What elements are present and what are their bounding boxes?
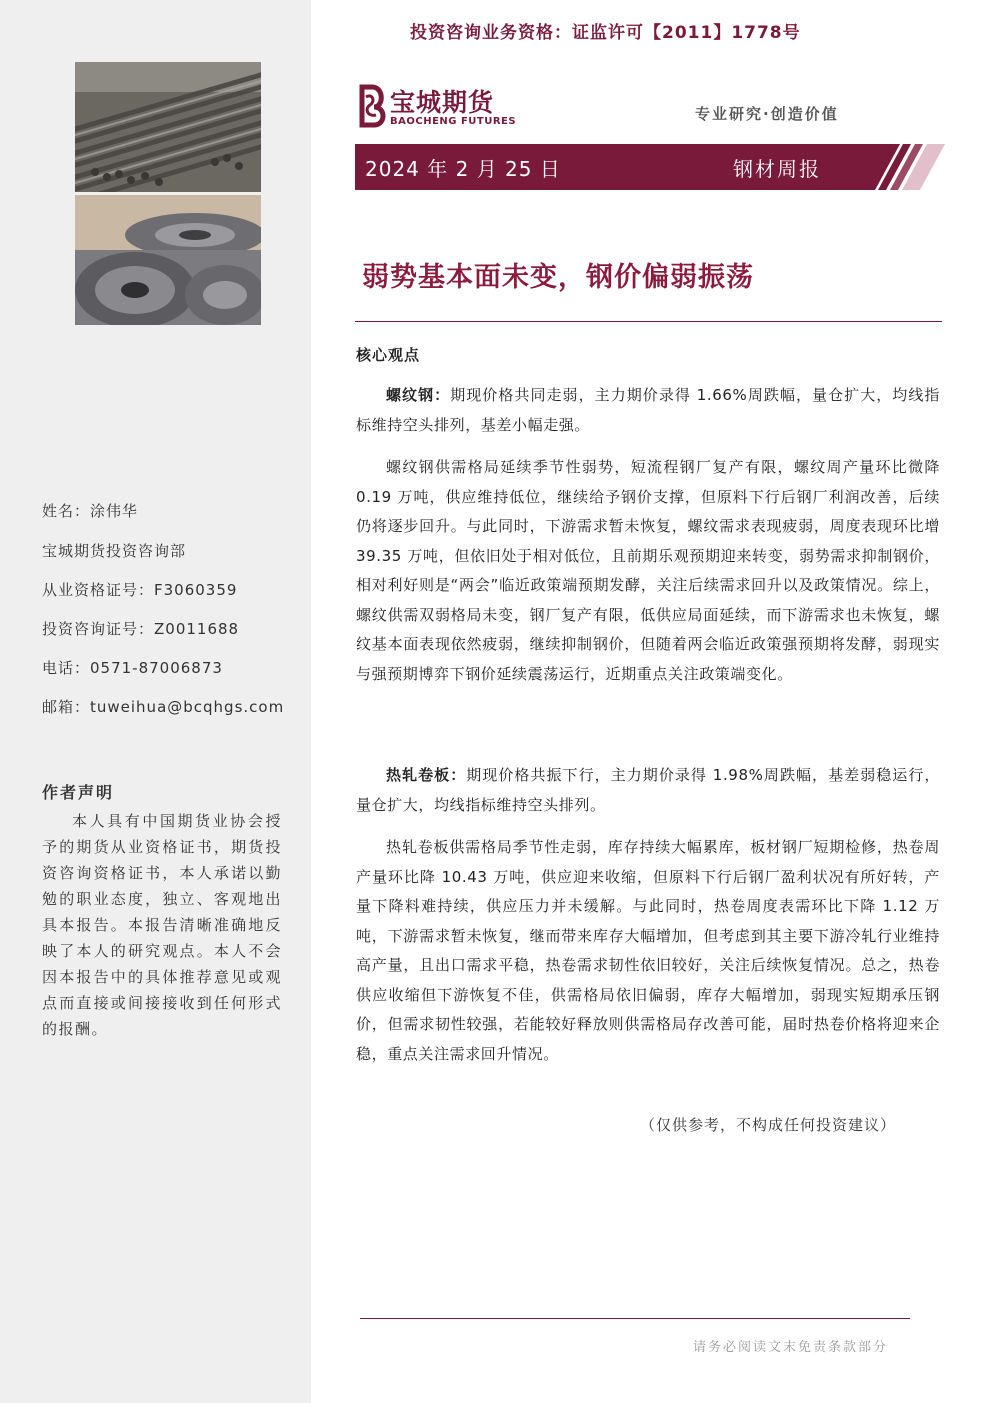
qualification-number: 从业资格证号：F3060359 <box>42 581 238 599</box>
author-name: 姓名：涂伟华 <box>42 502 139 520</box>
steel-coil-photo <box>75 195 261 325</box>
author-declaration-text: 本人具有中国期货业协会授予的期货从业资格证书，期货投资咨询资格证书，本人承诺以勤勉的职业态度，独立、客观地出具本报告。本报告清晰准确地反映了本人的研究观点。本人不会因本报告中的具体推荐意见或观点而直接或间接接收到任何形式的报酬。 <box>42 812 282 1038</box>
company-logo <box>358 83 518 131</box>
hot-rolled-analysis-paragraph: 热轧卷板供需格局季节性走弱，库存持续大幅累库，板材钢厂短期检修，热卷周产量环比降 10.43 万吨，供应迎来收缩，但原料下行后钢厂盈利状况有所好转，产量下降料难持续，供应压力并未缓解。与此同时，热卷周度表需环比下降 1.12 万吨，下游需求暂未恢复，继而带来库存大幅增加，但考虑到其主要下游冷轧行业维持高产量，且出口需求平稳，热卷需求韧性依旧较好，关注后续恢复情况。总之，热卷供应收缩但下游恢复不佳，供需格局依旧偏弱，库存大幅增加，弱现实短期承压钢价，但需求韧性较强，若能较好释放则供需格局存改善可能，届时热卷价格将迎来企稳，重点关注需求回升情况。 <box>356 838 940 1063</box>
report-date: 2024 年 2 月 25 日 <box>365 157 561 181</box>
rebar-summary-text: 期现价格共同走弱，主力期价录得 1.66%周跌幅，量仓扩大，均线指标维持空头排列，基差小幅走强。 <box>356 386 940 434</box>
section-title-core-views: 核心观点 <box>356 346 421 364</box>
logo-english-name: BAOCHENG FUTURES <box>390 116 517 127</box>
investment-disclaimer: （仅供参考，不构成任何投资建议） <box>640 1116 897 1134</box>
license-statement: 投资咨询业务资格：证监许可【2011】1778号 <box>410 23 801 43</box>
author-department: 宝城期货投资咨询部 <box>42 542 187 560</box>
slogan: 专业研究·创造价值 <box>695 105 839 123</box>
logo-chinese-name: 宝城期货 <box>390 88 495 117</box>
hot-rolled-summary-paragraph <box>356 761 940 820</box>
rebar-photo <box>75 62 261 192</box>
headline-divider <box>355 321 942 322</box>
footer-note: 请务必阅读文末免责条款部分 <box>693 1340 889 1355</box>
author-phone: 电话：0571-87006873 <box>42 659 223 677</box>
sidebar <box>0 0 311 1403</box>
report-type: 钢材周报 <box>733 157 821 181</box>
rebar-summary-paragraph <box>356 381 940 440</box>
rebar-label: 螺纹钢： <box>386 386 451 404</box>
consulting-certificate-number: 投资咨询证号：Z0011688 <box>42 620 240 638</box>
author-declaration-title: 作者声明 <box>42 783 115 802</box>
report-headline: 弱势基本面未变，钢价偏弱振荡 <box>362 262 754 293</box>
footer-divider <box>360 1318 910 1319</box>
rebar-analysis-paragraph: 螺纹钢供需格局延续季节性弱势，短流程钢厂复产有限，螺纹周产量环比微降 0.19 万吨，供应维持低位，继续给予钢价支撑，但原料下行后钢厂利润改善，后续仍将逐步回升。与此同时，下游需求暂未恢复，螺纹需求表现疲弱，周度表现环比增 39.35 万吨，但依旧处于相对低位，且前期乐观预期迎来转变，弱势需求抑制钢价，相对利好则是“两会”临近政策端预期发酵，关注后续需求回升以及政策情况。综上，螺纹供需双弱格局未变，钢厂复产有限，低供应局面延续，而下游需求也未恢复，螺纹基本面表现依然疲弱，继续抑制钢价，但随着两会临近政策强预期将发酵，弱现实与强预期博弈下钢价延续震荡运行，近期重点关注政策端变化。 <box>356 458 940 683</box>
report-banner <box>355 144 945 190</box>
author-email: 邮箱：tuweihua@bcqhgs.com <box>42 698 285 716</box>
hot-rolled-label: 热轧卷板： <box>386 766 467 784</box>
logo-b-icon <box>358 83 388 129</box>
hot-rolled-summary-text: 期现价格共振下行，主力期价录得 1.98%周跌幅，基差弱稳运行，量仓扩大，均线指标维持空头排列。 <box>356 766 940 814</box>
